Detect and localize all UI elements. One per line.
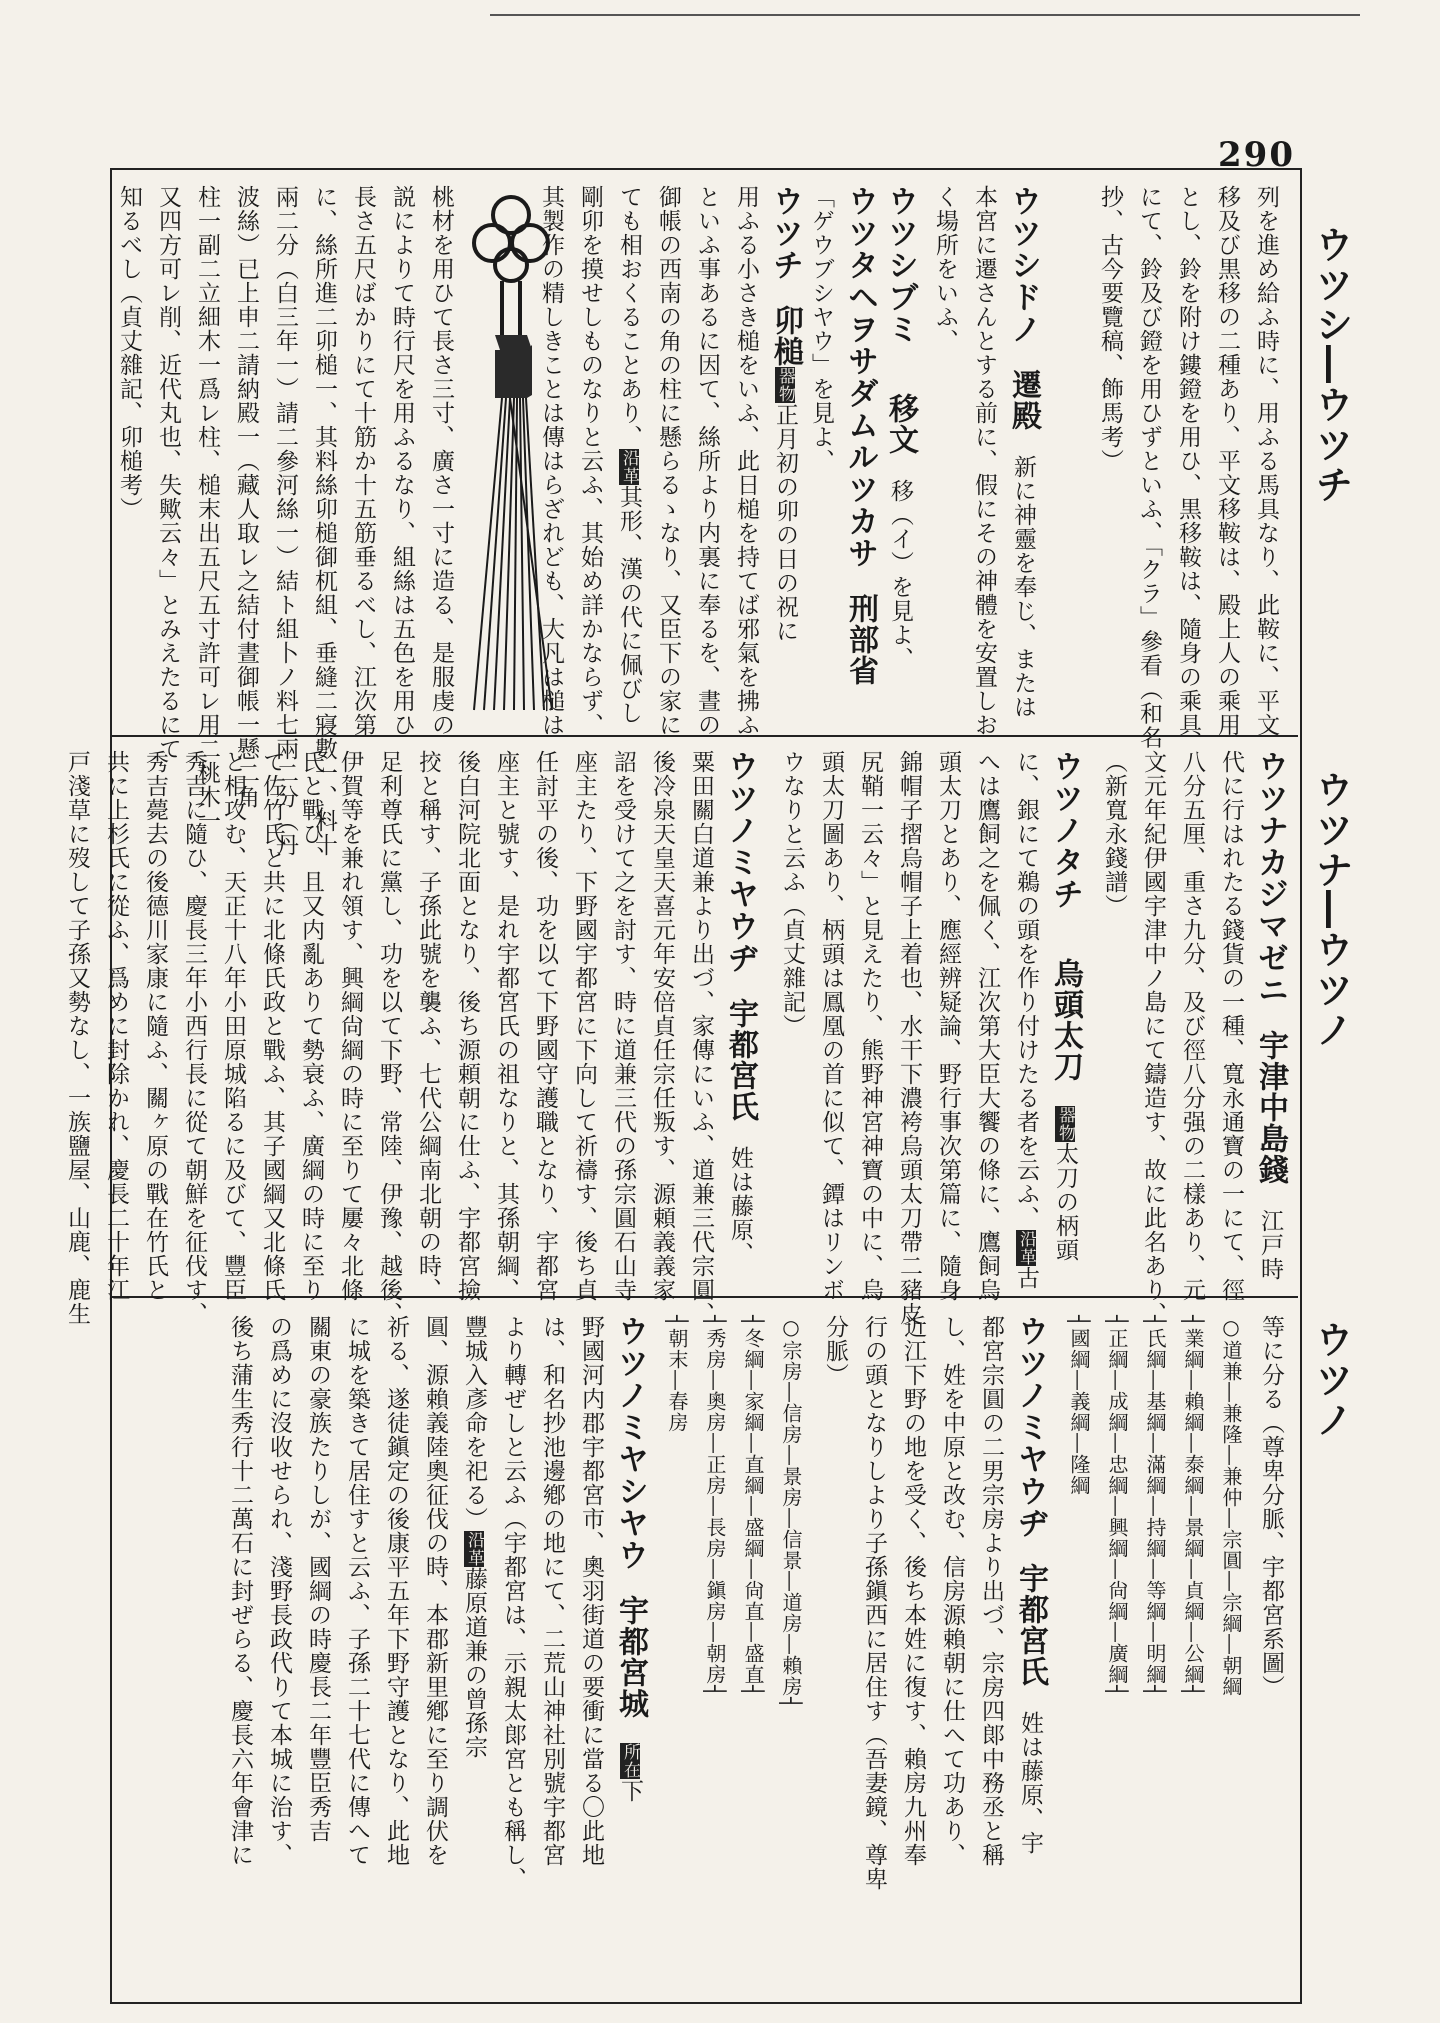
- running-head-upper: ウツシ―ウツチ: [1309, 225, 1353, 505]
- entry-line: といふ事あるに因て、絲所より内裏に奉るを、晝の: [694, 185, 720, 737]
- entry-utsunomiya-jo: [120, 1315, 650, 1985]
- kanji-utsunotachi: 烏頭太刀: [1048, 958, 1083, 1082]
- headword-utsunomiya-uji: ウツノミヤウヂ: [722, 750, 758, 974]
- upper-intro: [1045, 185, 1285, 750]
- entry-line: 座主たり、下野國宇都宮に下向して祈禱す、後ち貞: [571, 750, 597, 1302]
- entry-line: 後ち蒲生秀行十二萬石に封ぜらる、慶長六年會津に: [227, 1315, 253, 1867]
- entry-line: 挍と稱す、子孫此號を襲ふ、七代公綱南北朝の時、: [415, 750, 441, 1302]
- badge-shozai: 所在: [620, 1743, 640, 1779]
- entry-line: 戸淺草に歿して子孫又勢なし、一族鹽屋、山鹿、鹿生: [64, 750, 90, 1326]
- entry-line: 後冷泉天皇天喜元年安倍貞任宗任叛す、源頼義義家: [649, 750, 675, 1302]
- entry-line: 波絲）已上申二請納殿一（藏人取レ之結付晝御帳一懸二角: [233, 185, 259, 809]
- entry-line: 代に行はれたる錢貨の一種、寬永通寶の一にて、徑: [1218, 750, 1244, 1302]
- badge-enkaku: 沿革: [1016, 1230, 1036, 1266]
- entry-line: 圓、源賴義陸奧征伐の時、本郡新里鄕に至り調伏を: [422, 1315, 448, 1867]
- entry-line: 新に神靈を奉じ、または: [1010, 455, 1036, 719]
- genealogy-line: ┤正綱―成綱―忠綱―興綱―尙綱―廣綱┤: [1105, 1315, 1129, 1699]
- entry-line: ても相おくることあり、: [616, 185, 642, 449]
- genealogy-line: ○宗房―信房―景房―信景―道房―賴房┤: [779, 1315, 803, 1711]
- entry-line: 江戸時: [1257, 1209, 1283, 1281]
- headword-utsushibumi: ウツシブミ: [882, 185, 918, 345]
- running-head-lower: ウツノ: [1309, 1320, 1353, 1440]
- utsuchi-continuation: [116, 185, 460, 857]
- kanji-utsunomiya-uji: 宇都宮氏: [723, 998, 758, 1122]
- entry-line: 共に上杉氏に從ふ、爲めに封除かれ、慶長二十年江: [103, 750, 129, 1302]
- kanji-utsutahera: 刑部省: [843, 593, 878, 686]
- entry-line: に、銀にて鵜の頭を作り付けたる者を云ふ、: [1013, 750, 1039, 1230]
- entry-line: 正月初の卯の日の祝に: [772, 403, 798, 643]
- entry-line: 近江下野の地を受く、後ち本姓に復す、賴房九州奉: [900, 1315, 926, 1867]
- entry-text: 「ゲウブシヤウ」を見よ、: [808, 185, 834, 473]
- entry-line: 其形、漢の代に佩びし: [616, 485, 642, 725]
- entry-line: 知るべし（貞丈雜記、卯槌考）: [116, 185, 142, 521]
- entry-utsutahera: [800, 185, 880, 725]
- entry-line: 文元年紀伊國宇津中ノ島にて鑄造す、故に此名あり、: [1140, 750, 1166, 1326]
- genealogy-line: ┤業綱―賴綱―泰綱―景綱―貞綱―公綱┤: [1181, 1315, 1205, 1699]
- entry-line: 氏と戰ひ、且又内亂ありて勢衰ふ、廣綱の時に至り: [298, 750, 324, 1302]
- upper-line: 抄、古今要覽稿、飾馬考）: [1097, 185, 1123, 473]
- entry-line: 藤原道兼の曾孫宗: [461, 1567, 487, 1759]
- kanji-utsushibumi: 移文: [883, 393, 918, 455]
- entry-line: 伊賀等を兼れ領す、興綱尙綱の時に至りて屢々北條: [337, 750, 363, 1302]
- entry-line: に、絲所進二卯槌一、其料絲卯槌御杌組、垂縫二寢數一、料十: [311, 185, 337, 857]
- entry-line: て佐竹氏と共に北條氏政と戰ふ、其子國綱又北條氏: [259, 750, 285, 1302]
- entry-line: （新寬永錢譜）: [1101, 750, 1127, 918]
- entry-line: 錦帽子摺烏帽子上着也、水干下濃袴烏頭太刀帶二豬皮: [896, 750, 922, 1326]
- entry-line: 其製作の精しきことは傳はらざれども、大凡は槌は: [538, 185, 564, 737]
- entry-line: 粟田關白道兼より出づ、家傳にいふ、道兼三代宗圓、: [688, 750, 714, 1326]
- entry-line: 下: [617, 1779, 643, 1803]
- entry-line: 秀吉薨去の後德川家康に隨ふ、關ヶ原の戰在竹氏と: [142, 750, 168, 1302]
- entry-line: 姓は藤原、: [727, 1146, 753, 1266]
- entry-line: 剛卯を摸せしものなりと云ふ、其始め詳かならず、: [577, 185, 603, 737]
- badge-kibutsu: 器物: [1055, 1106, 1075, 1142]
- headword-utsunotachi: ウツノタチ: [1047, 750, 1083, 910]
- entry-line: 長さ五尺ばかりにて十筋か十五筋垂るべし、江次第: [350, 185, 376, 737]
- upper-line: にて、鈴及び鐙を用ひずといふ、「クラ」參看（和名: [1136, 185, 1162, 750]
- entry-line: 頭太刀とあり、應經辨疑論、野行事次第篇に、隨身: [935, 750, 961, 1302]
- genealogy-line: ┤冬綱―家綱―直綱―盛綱―尙直―盛直┤: [741, 1315, 765, 1699]
- entry-line: に城を築きて居住すと云ふ、子孫二十七代に傳へて: [344, 1315, 370, 1867]
- headword-utsunomiya-jo: ウツノミヤシヤウ: [612, 1315, 648, 1571]
- entry-line: 等に分る（尊卑分脈、宇都宮系圖）: [1258, 1315, 1284, 1699]
- headword-utsuchi: ウツチ: [767, 185, 803, 281]
- genealogy-chart-2: [650, 1315, 810, 1985]
- entry-utsushidono: [918, 185, 1043, 737]
- uzuchi-illustration: [462, 185, 560, 725]
- entry-line: は、和名抄池邊鄕の地にて、二荒山神社別號宇都宮: [539, 1315, 565, 1867]
- kanji-utsunomiya-jo: 宇都宮城: [613, 1595, 648, 1719]
- entry-utsunotachi: [755, 750, 1085, 1326]
- upper-line: 列を進め給ふ時に、用ふる馬具なり、此鞍に、平文: [1253, 185, 1279, 737]
- entry-line: 説によりて時行尺を用ふるなり、組絲は五色を用ひ: [389, 185, 415, 737]
- entry-line: 祈る、遂徒鎭定の後康平五年下野守護となり、此地: [383, 1315, 409, 1867]
- entry-line: 柱一副二立細木一爲レ柱、槌末出五尺五寸許可レ用二桃木一: [194, 185, 220, 833]
- genealogy-line: ┤氏綱―基綱―滿綱―持綱―等綱―明綱┤: [1143, 1315, 1167, 1699]
- genealogy-line: ○道兼―兼隆―兼仲―宗圓―宗綱―朝綱: [1219, 1315, 1243, 1697]
- entry-line: 姓は藤原、宇: [1017, 1711, 1043, 1855]
- entry-line: 又四方可レ削、近代丸也、失歟云々」とみえたるにて: [155, 185, 181, 761]
- badge-enkaku: 沿革: [619, 449, 639, 485]
- kanji-utsushidono: 遷殿: [1006, 369, 1041, 431]
- page-number: 290: [1218, 135, 1295, 175]
- entry-line: 關東の豪族たりしが、國綱の時慶長二年豐臣秀吉: [305, 1315, 331, 1843]
- top-rule: [490, 14, 1360, 16]
- entry-line: し、姓を中原と改む、信房源賴朝に仕へて功あり、: [939, 1315, 965, 1867]
- entry-line: 座主と號す、是れ宇都宮氏の祖なりと、其孫朝綱、: [493, 750, 519, 1302]
- upper-line: とし、鈴を附け鏤鐙を用ひ、黒移鞍は、隨身の乘具: [1175, 185, 1201, 737]
- entry-utsunomiya-uji-2: [810, 1315, 1050, 1985]
- lower-intro: [1250, 1315, 1290, 1985]
- entry-line: 御帳の西南の角の柱に懸らるゝなり、又臣下の家に: [655, 185, 681, 737]
- entry-line: へは鷹飼之を佩く、江次第大臣大饗の條に、鷹飼烏: [974, 750, 1000, 1302]
- genealogy-line: ┤秀房―奧房―正房―長房―鎭房―朝房┤: [703, 1315, 727, 1699]
- entry-line: 八分五厘、重さ九分、及び徑八分强の二樣あり、元: [1179, 750, 1205, 1302]
- entry-line: く場所をいふ、: [932, 185, 958, 353]
- headword-utsushidono: ウツシドノ: [1005, 185, 1041, 345]
- badge-kibutsu: 器物: [775, 367, 795, 403]
- entry-line: ウなりと云ふ（貞丈雜記）: [779, 750, 805, 1038]
- entry-line: 足利尊氏に黨し、功を以て下野、常陸、伊豫、越後、: [376, 750, 402, 1326]
- entry-line: 行の頭となりしより子孫鎭西に居住す（吾妻鏡、尊卑: [861, 1315, 887, 1891]
- entry-utsuchi: [538, 185, 805, 737]
- entry-line: 古: [1013, 1266, 1039, 1290]
- headword-utsunomiya-uji-2: ウツノミヤウヂ: [1012, 1315, 1048, 1539]
- kanji-utsuchi: 卯槌: [768, 305, 803, 367]
- entry-line: 兩二分（白三年一）請二參河絲一）結ト組卜ノ料七兩二分（丹: [272, 185, 298, 857]
- entry-line: 都宮宗圓の二男宗房より出づ、宗房四郞中務丞と稱: [978, 1315, 1004, 1867]
- headword-utsunakashima: ウツナカジマゼニ: [1252, 750, 1288, 1006]
- entry-line: 任討平の後、功を以て下野國守護職となり、宇都宮: [532, 750, 558, 1302]
- genealogy-line: ┤朝末―春房: [665, 1315, 689, 1434]
- entry-line: 太刀の柄頭: [1052, 1142, 1078, 1262]
- genealogy-chart-1: [1050, 1315, 1250, 1985]
- entry-utsushibumi: [878, 185, 920, 725]
- entry-utsunomiya-uji: [64, 750, 760, 1326]
- headword-utsutahera: ウツタヘヲサダムルツカサ: [842, 185, 878, 569]
- upper-line: 移及び黒移の二種あり、平文移鞍は、殿上人の乘用: [1214, 185, 1240, 737]
- entry-line: 後白河院北面となり、後ち源頼朝に仕ふ、宇都宮撿: [454, 750, 480, 1302]
- entry-line: 詔を受けて之を討す、時に道兼三代の孫宗圓石山寺: [610, 750, 636, 1302]
- entry-line: 分脈）: [822, 1315, 848, 1387]
- entry-line: 野國河内郡宇都宮市、奧羽街道の要衝に當る〇此地: [578, 1315, 604, 1867]
- entry-line: 秀吉に隨ひ、慶長三年小西行長に從て朝鮮を征伐す、: [181, 750, 207, 1326]
- entry-line: 尻鞘一云々」と見えたり、熊野神宮神寶の中に、烏: [857, 750, 883, 1302]
- entry-line: 本宮に遷さんとする前に、假にその神體を安置しお: [971, 185, 997, 737]
- badge-enkaku: 沿革: [464, 1531, 484, 1567]
- entry-line: 頭太刀圖あり、柄頭は鳳凰の首に似て、鐔はリンボ: [818, 750, 844, 1302]
- entry-line: 豐城入彥命を祀る）: [461, 1315, 487, 1531]
- running-head-middle: ウツナ―ウツノ: [1309, 770, 1353, 1050]
- entry-line: 桃材を用ひて長さ三寸、廣さ一寸に造る、是服虔の: [428, 185, 454, 737]
- entry-line: と相攻む、天正十八年小田原城陷るに及びて、豐臣: [220, 750, 246, 1302]
- entry-utsunakashima: [1085, 750, 1290, 1326]
- entry-line: の爲めに沒收せられ、淺野長政代りて本城に治す、: [266, 1315, 292, 1867]
- entry-text: 移（イ）を見よ、: [887, 479, 913, 671]
- kanji-utsunakashima: 宇津中島錢: [1253, 1030, 1288, 1185]
- kanji-utsunomiya-uji-2: 宇都宮氏: [1013, 1563, 1048, 1687]
- entry-line: 用ふる小さき槌をいふ、此日槌を持てば邪氣を拂ふ: [733, 185, 759, 737]
- entry-line: より轉ぜしと云ふ（宇都宮は、示親太郞宮とも稱し、: [500, 1315, 526, 1891]
- genealogy-line: ┤國綱―義綱―隆綱: [1067, 1315, 1091, 1497]
